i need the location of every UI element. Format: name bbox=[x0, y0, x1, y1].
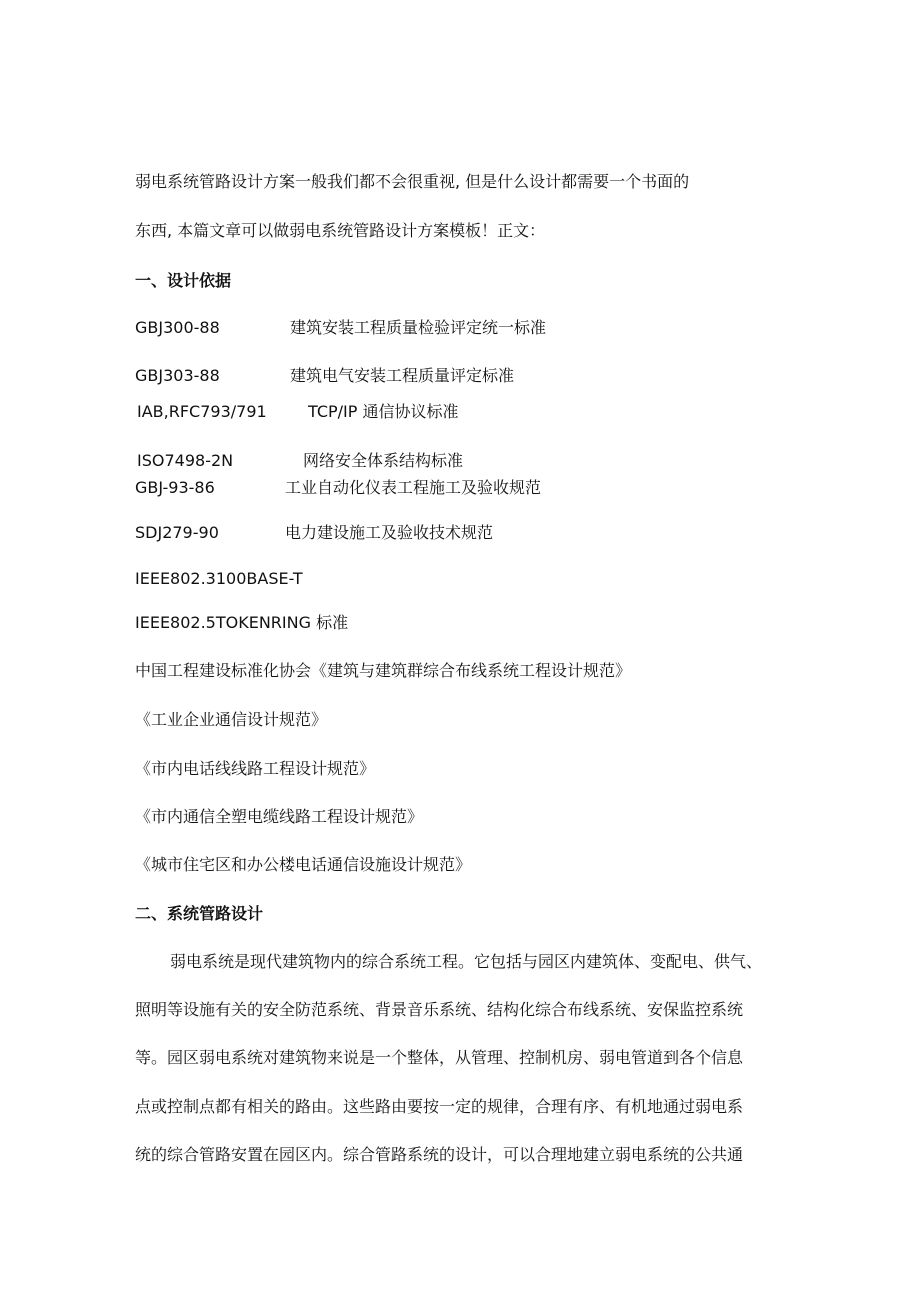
reference-item: 中国工程建设标准化协会《建筑与建筑群综合布线系统工程设计规范》 bbox=[135, 661, 632, 680]
reference-item: IEEE802.3100BASE-T bbox=[135, 569, 303, 588]
standard-code: GBJ303-88 bbox=[135, 366, 220, 385]
paragraph-line: 照明等设施有关的安全防范系统、背景音乐系统、结构化综合布线系统、安保监控系统 bbox=[135, 1000, 744, 1019]
standard-title: 工业自动化仪表工程施工及验收规范 bbox=[285, 478, 542, 497]
standard-title: TCP/IP 通信协议标准 bbox=[308, 402, 459, 421]
standard-title: 电力建设施工及验收技术规范 bbox=[285, 523, 494, 542]
standard-code: ISO7498-2N bbox=[137, 451, 234, 470]
standard-code: GBJ300-88 bbox=[135, 318, 220, 337]
section-heading-basis: 一、设计依据 bbox=[135, 271, 232, 290]
intro-line-1: 弱电系统管路设计方案一般我们都不会很重视, 但是什么设计都需要一个书面的 bbox=[135, 172, 690, 191]
standard-title: 建筑电气安装工程质量评定标准 bbox=[290, 366, 515, 385]
standard-title: 网络安全体系结构标准 bbox=[303, 451, 464, 470]
reference-item: 《城市住宅区和办公楼电话通信设施设计规范》 bbox=[135, 855, 472, 874]
paragraph-line: 等。园区弱电系统对建筑物来说是一个整体，从管理、控制机房、弱电管道到各个信息 bbox=[135, 1048, 744, 1067]
standard-title: 建筑安装工程质量检验评定统一标准 bbox=[290, 318, 547, 337]
reference-item: 《市内电话线线路工程设计规范》 bbox=[135, 759, 376, 778]
standard-code: IAB,RFC793∕791 bbox=[137, 402, 267, 421]
reference-item: 《工业企业通信设计规范》 bbox=[135, 710, 328, 729]
reference-item: IEEE802.5TOKENRING 标准 bbox=[135, 613, 349, 632]
paragraph-line: 统的综合管路安置在园区内。综合管路系统的设计，可以合理地建立弱电系统的公共通 bbox=[135, 1145, 744, 1164]
section-heading-pipeline: 二、系统管路设计 bbox=[135, 904, 264, 923]
paragraph-line: 点或控制点都有相关的路由。这些路由要按一定的规律，合理有序、有机地通过弱电系 bbox=[135, 1097, 744, 1116]
standard-code: SDJ279-90 bbox=[135, 523, 219, 542]
intro-line-2: 东西, 本篇文章可以做弱电系统管路设计方案模板！正文： bbox=[135, 221, 546, 240]
standard-code: GBJ-93-86 bbox=[135, 478, 215, 497]
paragraph-line: 弱电系统是现代建筑物内的综合系统工程。它包括与园区内建筑体、变配电、供气、 bbox=[170, 952, 763, 971]
reference-item: 《市内通信全塑电缆线路工程设计规范》 bbox=[135, 807, 424, 826]
